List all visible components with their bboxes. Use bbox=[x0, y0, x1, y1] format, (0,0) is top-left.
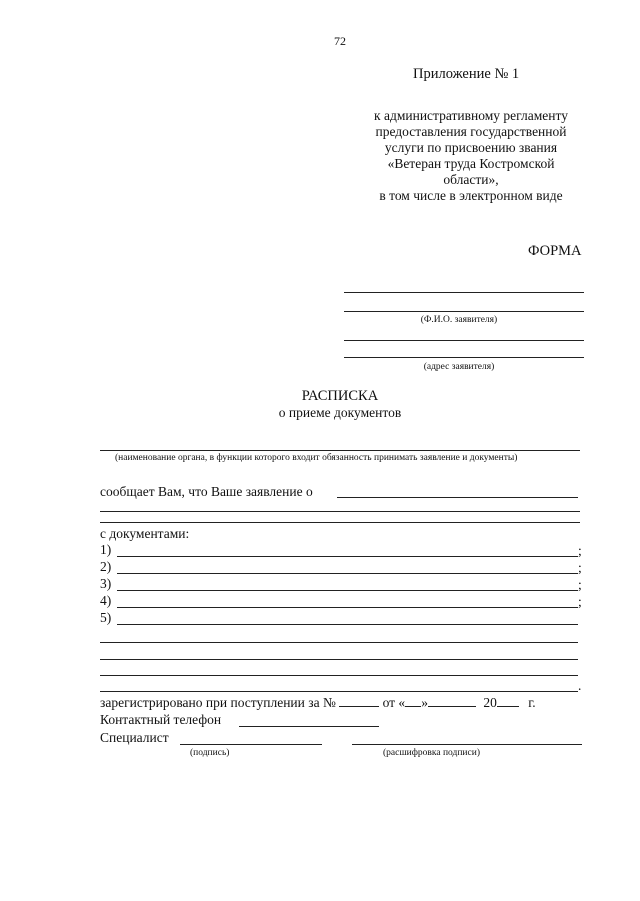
application-subject-line-2[interactable] bbox=[100, 511, 580, 512]
applicant-address-line-1[interactable] bbox=[344, 340, 584, 341]
applicant-fio-line-2[interactable] bbox=[344, 311, 584, 312]
signature-caption: (подпись) bbox=[190, 748, 230, 758]
contact-phone-label: Контактный телефон bbox=[100, 712, 222, 727]
appendix-line: области», bbox=[443, 172, 499, 187]
document-extra-line[interactable] bbox=[100, 642, 578, 643]
specialist-decoding-field[interactable] bbox=[352, 744, 582, 745]
document-item-line[interactable] bbox=[117, 607, 578, 608]
registration-month-field[interactable] bbox=[428, 694, 476, 707]
page-number: 72 bbox=[334, 34, 346, 48]
statement-text: сообщает Вам, что Ваше заявление о bbox=[100, 484, 313, 499]
document-item-semicolon: ; bbox=[578, 577, 582, 592]
document-extra-line[interactable] bbox=[100, 675, 578, 676]
form-label: ФОРМА bbox=[528, 243, 582, 259]
application-subject-line-3[interactable] bbox=[100, 522, 580, 523]
document-item-semicolon: ; bbox=[578, 543, 582, 558]
appendix-line: услуги по присвоению звания bbox=[384, 140, 558, 155]
document-extra-line[interactable] bbox=[100, 659, 578, 660]
specialist-signature-field[interactable] bbox=[180, 744, 322, 745]
appendix-line: «Ветеран труда Костромской bbox=[387, 156, 555, 171]
document-item-number: 4) bbox=[100, 593, 112, 608]
receipt-title: РАСПИСКА bbox=[301, 388, 379, 404]
document-item-semicolon: ; bbox=[578, 560, 582, 575]
document-extra-line[interactable] bbox=[100, 691, 578, 692]
registration-year-field[interactable] bbox=[497, 694, 519, 707]
contact-phone-field[interactable] bbox=[239, 726, 379, 727]
document-item-number: 1) bbox=[100, 542, 112, 557]
registration-prefix: зарегистрировано при поступлении за № bbox=[100, 695, 336, 710]
registration-close-quote: » bbox=[421, 695, 428, 710]
registration-year-prefix: 20 bbox=[483, 695, 497, 710]
registration-number-field[interactable] bbox=[339, 694, 379, 707]
specialist-label: Специалист bbox=[100, 730, 169, 745]
document-item-semicolon: ; bbox=[578, 594, 582, 609]
applicant-fio-caption: (Ф.И.О. заявителя) bbox=[420, 315, 498, 325]
organ-caption: (наименование органа, в функции которого входит обязанность принимать заявление и документы) bbox=[115, 453, 518, 463]
registration-line bbox=[100, 694, 536, 711]
appendix-line: в том числе в электронном виде bbox=[379, 188, 563, 203]
documents-label: с документами: bbox=[100, 526, 190, 541]
document-item-number: 2) bbox=[100, 559, 112, 574]
document-item-number: 5) bbox=[100, 610, 112, 625]
registration-from: от « bbox=[382, 695, 406, 710]
registration-year-suffix: г. bbox=[528, 695, 536, 710]
applicant-fio-line-1[interactable] bbox=[344, 292, 584, 293]
applicant-address-line-2[interactable] bbox=[344, 357, 584, 358]
document-item-line[interactable] bbox=[117, 573, 578, 574]
organ-name-line[interactable] bbox=[100, 450, 580, 451]
documents-period: . bbox=[578, 678, 582, 693]
document-item-number: 3) bbox=[100, 576, 112, 591]
appendix-line: к административному регламенту bbox=[374, 108, 568, 123]
decoding-caption: (расшифровка подписи) bbox=[383, 748, 480, 758]
appendix-description bbox=[360, 108, 582, 204]
application-subject-line[interactable] bbox=[337, 497, 578, 498]
document-item-line[interactable] bbox=[117, 590, 578, 591]
receipt-subtitle: о приеме документов bbox=[278, 405, 402, 420]
registration-day-field[interactable] bbox=[405, 694, 421, 707]
document-item-line[interactable] bbox=[117, 556, 578, 557]
appendix-title: Приложение № 1 bbox=[413, 66, 520, 82]
applicant-address-caption: (адрес заявителя) bbox=[423, 362, 495, 372]
appendix-line: предоставления государственной bbox=[375, 124, 567, 139]
document-item-line[interactable] bbox=[117, 624, 578, 625]
